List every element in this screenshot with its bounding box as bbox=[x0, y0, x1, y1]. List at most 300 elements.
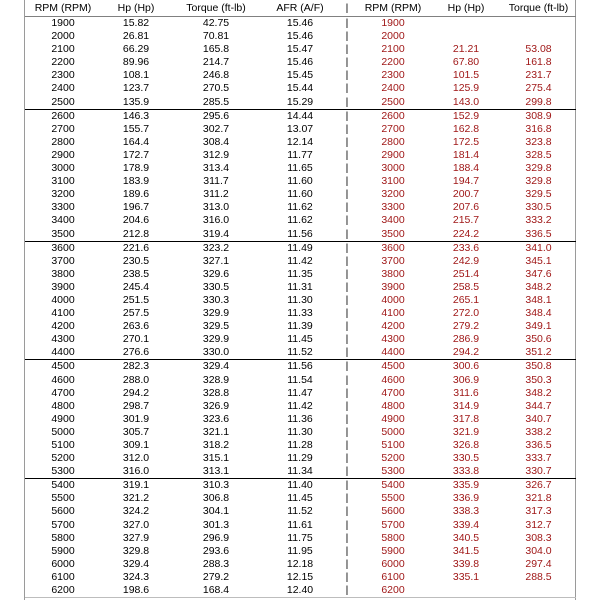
torque-cell: 293.6 bbox=[202, 544, 230, 557]
rpm-cell-2: 5300 bbox=[381, 465, 405, 478]
separator-cell: | bbox=[345, 135, 349, 148]
afr-cell: 11.33 bbox=[287, 307, 313, 320]
rpm-cell-2: 5700 bbox=[381, 518, 405, 531]
torque-cell: 301.3 bbox=[202, 518, 230, 531]
separator-cell: | bbox=[345, 452, 349, 465]
torque-cell: 288.3 bbox=[202, 557, 230, 570]
hp-cell-2: 258.5 bbox=[452, 280, 480, 293]
table-row[interactable] bbox=[25, 162, 576, 175]
torque-cell: 329.4 bbox=[171, 360, 261, 374]
torque-cell: 70.81 bbox=[202, 30, 230, 43]
rpm-cell: 2500 bbox=[51, 95, 75, 108]
separator-cell: | bbox=[345, 412, 349, 425]
torque-cell-2: 348.2 bbox=[525, 386, 552, 399]
hp-cell-2: 125.9 bbox=[452, 82, 480, 95]
hp-cell: 123.7 bbox=[122, 82, 150, 95]
header-row bbox=[25, 0, 576, 17]
separator-cell: | bbox=[339, 479, 355, 493]
torque-cell-2: 338.2 bbox=[525, 425, 552, 438]
torque-cell: 330.3 bbox=[202, 293, 230, 306]
rpm-cell: 4400 bbox=[51, 346, 75, 359]
hp-cell: 312.0 bbox=[122, 452, 150, 465]
separator-cell: | bbox=[345, 439, 349, 451]
torque-cell: 308.4 bbox=[202, 135, 230, 148]
rpm-cell-2: 5500 bbox=[381, 492, 405, 505]
table-row[interactable] bbox=[25, 333, 576, 346]
separator-cell: | bbox=[339, 241, 355, 255]
separator-cell: | bbox=[345, 531, 349, 544]
torque-cell: 306.8 bbox=[202, 492, 230, 505]
torque-cell-2: 351.2 bbox=[525, 346, 552, 359]
afr-cell: 12.18 bbox=[286, 557, 314, 570]
afr-cell: 12.14 bbox=[286, 135, 314, 148]
torque-cell-2: 341.0 bbox=[501, 241, 576, 255]
afr-cell: 13.07 bbox=[286, 122, 314, 135]
afr-cell: 11.49 bbox=[261, 241, 339, 255]
torque-cell-2: 53.08 bbox=[525, 43, 552, 56]
torque-cell: 318.2 bbox=[202, 439, 230, 451]
table-row[interactable] bbox=[25, 241, 576, 255]
table-row[interactable] bbox=[25, 387, 576, 400]
torque-cell: 165.8 bbox=[202, 43, 230, 56]
afr-cell: 11.30 bbox=[287, 425, 313, 438]
hp-cell-2 bbox=[431, 584, 501, 598]
separator-cell: | bbox=[345, 162, 349, 175]
afr-cell: 15.46 bbox=[286, 30, 314, 43]
header-torque-2[interactable]: Torque (ft-lb) bbox=[501, 0, 576, 17]
rpm-cell-2: 3200 bbox=[381, 188, 405, 201]
table-row[interactable] bbox=[25, 400, 576, 413]
torque-cell-2: 350.3 bbox=[525, 373, 552, 386]
header-afr[interactable]: AFR (A/F) bbox=[261, 0, 339, 17]
table-row[interactable] bbox=[25, 109, 576, 123]
table-row[interactable] bbox=[25, 201, 576, 214]
rpm-cell-2: 5000 bbox=[381, 425, 405, 438]
torque-cell: 328.8 bbox=[202, 386, 230, 399]
hp-cell: 329.4 bbox=[122, 557, 150, 570]
table-row[interactable] bbox=[25, 571, 576, 584]
header-torque[interactable]: Torque (ft-lb) bbox=[171, 0, 261, 17]
separator-cell: | bbox=[345, 505, 349, 518]
rpm-cell: 5300 bbox=[51, 465, 75, 478]
torque-cell-2: 316.8 bbox=[525, 122, 552, 135]
torque-cell-2: 329.8 bbox=[525, 175, 552, 188]
hp-cell-2 bbox=[431, 30, 501, 43]
torque-cell: 42.75 bbox=[202, 17, 230, 29]
rpm-cell-2: 4000 bbox=[381, 293, 405, 306]
table-row[interactable] bbox=[25, 374, 576, 387]
table-row[interactable] bbox=[25, 505, 576, 518]
table-row[interactable] bbox=[25, 123, 576, 136]
rpm-cell: 2000 bbox=[51, 30, 75, 43]
rpm-cell-2: 5400 bbox=[355, 479, 431, 493]
hp-cell-2: 317.8 bbox=[452, 412, 480, 425]
rpm-cell: 6000 bbox=[51, 557, 75, 570]
table-row[interactable] bbox=[25, 136, 576, 149]
rpm-cell-2: 3100 bbox=[381, 175, 405, 188]
separator-cell: | bbox=[345, 518, 349, 531]
separator-cell: | bbox=[339, 360, 355, 374]
table-row[interactable] bbox=[25, 255, 576, 268]
hp-cell-2: 215.7 bbox=[452, 214, 480, 227]
table-body bbox=[25, 17, 576, 598]
table-row[interactable] bbox=[25, 69, 576, 82]
table-row[interactable] bbox=[25, 149, 576, 162]
hp-cell-2: 143.0 bbox=[452, 95, 480, 108]
torque-cell-2: 299.8 bbox=[525, 95, 552, 108]
table-row[interactable] bbox=[25, 214, 576, 227]
separator-cell: | bbox=[345, 175, 349, 188]
table-row[interactable] bbox=[25, 479, 576, 493]
table-row[interactable] bbox=[25, 30, 576, 43]
rpm-cell: 1900 bbox=[51, 17, 75, 29]
hp-cell: 221.6 bbox=[101, 241, 171, 255]
torque-cell: 330.0 bbox=[202, 346, 230, 359]
rpm-cell: 3000 bbox=[51, 162, 75, 175]
table-row[interactable] bbox=[25, 307, 576, 320]
torque-cell-2: 333.2 bbox=[525, 214, 552, 227]
rpm-cell: 4800 bbox=[51, 399, 75, 412]
rpm-cell-2: 2900 bbox=[381, 148, 405, 161]
separator-cell: | bbox=[345, 17, 349, 29]
rpm-cell-2: 5100 bbox=[381, 439, 405, 451]
table-row[interactable] bbox=[25, 96, 576, 110]
table-row[interactable] bbox=[25, 426, 576, 439]
rpm-cell-2: 4200 bbox=[381, 320, 405, 333]
separator-cell: | bbox=[345, 399, 349, 412]
afr-cell: 11.39 bbox=[287, 320, 313, 333]
torque-cell-2: 347.6 bbox=[525, 267, 552, 280]
hp-cell-2: 311.6 bbox=[453, 386, 479, 399]
afr-cell: 11.45 bbox=[287, 333, 313, 346]
torque-cell-2: 349.1 bbox=[525, 320, 552, 333]
hp-cell-2: 200.7 bbox=[452, 188, 480, 201]
torque-cell: 285.5 bbox=[202, 95, 230, 108]
hp-cell: 282.3 bbox=[101, 360, 171, 374]
hp-cell: 263.6 bbox=[122, 320, 150, 333]
rpm-cell: 2100 bbox=[51, 43, 75, 56]
hp-cell-2: 21.21 bbox=[452, 43, 480, 56]
torque-cell-2 bbox=[501, 584, 576, 598]
torque-cell: 296.9 bbox=[202, 531, 230, 544]
separator-cell: | bbox=[345, 570, 349, 583]
torque-cell: 214.7 bbox=[202, 56, 230, 69]
afr-cell: 11.62 bbox=[287, 201, 313, 214]
torque-cell: 327.1 bbox=[202, 254, 230, 267]
rpm-cell-2: 6100 bbox=[381, 570, 405, 583]
torque-cell: 315.1 bbox=[202, 452, 230, 465]
table-row[interactable] bbox=[25, 346, 576, 360]
rpm-cell: 2300 bbox=[51, 69, 75, 82]
table-row[interactable] bbox=[25, 452, 576, 465]
header-rpm-2[interactable]: RPM (RPM) bbox=[355, 0, 431, 17]
torque-cell-2: 348.1 bbox=[525, 293, 552, 306]
afr-cell: 11.47 bbox=[287, 386, 313, 399]
torque-cell-2: 333.7 bbox=[525, 452, 552, 465]
table-row[interactable] bbox=[25, 545, 576, 558]
rpm-cell-2: 5900 bbox=[381, 544, 405, 557]
rpm-cell: 3200 bbox=[51, 188, 75, 201]
torque-cell-2: 275.4 bbox=[525, 82, 552, 95]
rpm-cell: 5900 bbox=[51, 544, 75, 557]
torque-cell: 316.0 bbox=[202, 214, 230, 227]
hp-cell: 324.3 bbox=[122, 570, 150, 583]
hp-cell: 212.8 bbox=[122, 227, 150, 240]
separator-cell: | bbox=[345, 43, 349, 56]
table-row[interactable] bbox=[25, 281, 576, 294]
table-row[interactable] bbox=[25, 465, 576, 479]
rpm-cell: 5000 bbox=[51, 425, 75, 438]
torque-cell-2: 297.4 bbox=[525, 557, 552, 570]
rpm-cell: 6100 bbox=[51, 570, 75, 583]
table-row[interactable] bbox=[25, 360, 576, 374]
table-row[interactable] bbox=[25, 82, 576, 95]
table-row[interactable] bbox=[25, 43, 576, 56]
separator-cell: | bbox=[345, 320, 349, 333]
torque-cell-2 bbox=[501, 30, 576, 43]
hp-cell: 321.2 bbox=[122, 492, 150, 505]
rpm-cell: 4700 bbox=[51, 386, 75, 399]
afr-cell: 11.42 bbox=[287, 399, 313, 412]
torque-cell-2: 323.8 bbox=[525, 135, 552, 148]
hp-cell: 245.4 bbox=[122, 280, 150, 293]
rpm-cell-2: 4600 bbox=[381, 373, 405, 386]
rpm-cell: 3400 bbox=[51, 214, 75, 227]
afr-cell: 15.44 bbox=[286, 82, 314, 95]
separator-cell: | bbox=[345, 465, 349, 478]
separator-cell: | bbox=[345, 307, 349, 320]
separator-cell: | bbox=[345, 280, 349, 293]
hp-cell-2 bbox=[431, 17, 501, 31]
rpm-cell: 2200 bbox=[51, 56, 75, 69]
table-row[interactable] bbox=[25, 320, 576, 333]
rpm-cell-2: 3400 bbox=[381, 214, 405, 227]
hp-cell-2: 321.9 bbox=[452, 425, 480, 438]
hp-cell: 327.9 bbox=[122, 531, 150, 544]
table-row[interactable] bbox=[25, 439, 576, 452]
separator-cell: | bbox=[345, 557, 349, 570]
table-row[interactable] bbox=[25, 268, 576, 281]
rpm-cell-2: 4900 bbox=[381, 412, 405, 425]
hp-cell: 108.1 bbox=[122, 69, 150, 82]
torque-cell: 329.9 bbox=[202, 307, 230, 320]
hp-cell-2: 336.9 bbox=[452, 492, 480, 505]
hp-cell-2: 279.2 bbox=[452, 320, 480, 333]
hp-cell: 66.29 bbox=[122, 43, 150, 56]
hp-cell: 305.7 bbox=[122, 425, 150, 438]
afr-cell: 11.61 bbox=[287, 518, 313, 531]
hp-cell: 257.5 bbox=[122, 307, 150, 320]
torque-cell: 319.4 bbox=[202, 227, 230, 240]
afr-cell: 11.31 bbox=[287, 280, 313, 293]
afr-cell: 11.30 bbox=[287, 293, 313, 306]
rpm-cell-2: 5200 bbox=[381, 452, 405, 465]
afr-cell: 11.36 bbox=[287, 412, 313, 425]
afr-cell: 11.62 bbox=[287, 214, 313, 227]
table-row[interactable] bbox=[25, 532, 576, 545]
afr-cell: 11.75 bbox=[287, 531, 313, 544]
torque-cell: 311.7 bbox=[203, 175, 229, 188]
torque-cell-2: 312.7 bbox=[525, 518, 552, 531]
torque-cell: 270.5 bbox=[202, 82, 230, 95]
hp-cell: 178.9 bbox=[122, 162, 150, 175]
hp-cell-2: 101.5 bbox=[452, 69, 480, 82]
table-row[interactable] bbox=[25, 519, 576, 532]
table-row[interactable] bbox=[25, 17, 576, 31]
hp-cell-2: 339.8 bbox=[452, 557, 480, 570]
rpm-cell-2: 4100 bbox=[381, 307, 405, 320]
torque-cell: 313.0 bbox=[202, 201, 230, 214]
rpm-cell-2: 2400 bbox=[381, 82, 405, 95]
torque-cell-2: 329.5 bbox=[525, 188, 552, 201]
table-row[interactable] bbox=[25, 584, 576, 598]
rpm-cell: 4600 bbox=[51, 373, 75, 386]
rpm-cell-2: 3700 bbox=[381, 254, 405, 267]
table-row[interactable] bbox=[25, 492, 576, 505]
hp-cell-2: 67.80 bbox=[452, 56, 480, 69]
torque-cell: 323.6 bbox=[202, 412, 230, 425]
separator-cell: | bbox=[345, 293, 349, 306]
afr-cell: 15.46 bbox=[286, 17, 314, 29]
rpm-cell: 5100 bbox=[51, 439, 75, 451]
hp-cell: 183.9 bbox=[122, 175, 150, 188]
torque-cell: 310.3 bbox=[171, 479, 261, 493]
separator-cell: | bbox=[345, 227, 349, 240]
dyno-data-sheet bbox=[24, 0, 576, 600]
table-row[interactable] bbox=[25, 413, 576, 426]
afr-cell: 11.56 bbox=[287, 227, 313, 240]
torque-cell: 323.2 bbox=[171, 241, 261, 255]
afr-cell: 11.35 bbox=[287, 267, 313, 280]
rpm-cell: 5700 bbox=[51, 518, 75, 531]
hp-cell-2: 341.5 bbox=[452, 544, 480, 557]
table-row[interactable] bbox=[25, 175, 576, 188]
table-row[interactable] bbox=[25, 188, 576, 201]
rpm-cell: 2700 bbox=[51, 122, 75, 135]
rpm-cell-2: 5600 bbox=[381, 505, 405, 518]
hp-cell: 298.7 bbox=[122, 399, 150, 412]
separator-cell: | bbox=[339, 584, 355, 598]
torque-cell: 311.2 bbox=[203, 188, 229, 201]
rpm-cell: 3600 bbox=[25, 241, 101, 255]
afr-cell: 11.42 bbox=[287, 254, 313, 267]
rpm-cell: 3100 bbox=[51, 175, 75, 188]
torque-cell-2: 321.8 bbox=[525, 492, 552, 505]
torque-cell-2: 288.5 bbox=[525, 570, 552, 583]
torque-cell: 295.6 bbox=[171, 109, 261, 123]
rpm-cell-2: 4700 bbox=[381, 386, 405, 399]
hp-cell-2: 294.2 bbox=[452, 346, 480, 359]
rpm-cell: 3500 bbox=[51, 227, 75, 240]
torque-cell-2: 330.5 bbox=[525, 201, 552, 214]
separator-cell: | bbox=[345, 267, 349, 280]
rpm-cell-2: 2600 bbox=[355, 109, 431, 123]
afr-cell: 11.95 bbox=[287, 544, 313, 557]
torque-cell: 304.1 bbox=[202, 505, 230, 518]
separator-cell: | bbox=[345, 30, 349, 43]
hp-cell: 270.1 bbox=[122, 333, 150, 346]
hp-cell-2: 162.8 bbox=[452, 122, 480, 135]
rpm-cell: 2400 bbox=[51, 82, 75, 95]
header-hp[interactable]: Hp (Hp) bbox=[101, 0, 171, 17]
rpm-cell: 5500 bbox=[51, 492, 75, 505]
rpm-cell: 2900 bbox=[51, 148, 75, 161]
torque-cell: 279.2 bbox=[202, 570, 230, 583]
hp-cell-2: 181.4 bbox=[452, 148, 480, 161]
separator-cell: | bbox=[345, 95, 349, 108]
torque-cell-2: 336.5 bbox=[525, 439, 552, 451]
separator-cell: | bbox=[345, 333, 349, 346]
rpm-cell: 5600 bbox=[51, 505, 75, 518]
torque-cell-2: 330.7 bbox=[525, 465, 552, 478]
table-row[interactable] bbox=[25, 228, 576, 242]
hp-cell-2: 207.6 bbox=[452, 201, 480, 214]
torque-cell: 329.6 bbox=[202, 267, 230, 280]
afr-cell: 11.56 bbox=[261, 360, 339, 374]
header-rpm[interactable]: RPM (RPM) bbox=[25, 0, 101, 17]
torque-cell-2: 344.7 bbox=[525, 399, 552, 412]
rpm-cell-2: 2700 bbox=[381, 122, 405, 135]
hp-cell: 319.1 bbox=[101, 479, 171, 493]
hp-cell-2: 265.1 bbox=[452, 293, 480, 306]
torque-cell-2: 308.3 bbox=[525, 531, 552, 544]
separator-cell: | bbox=[345, 492, 349, 505]
torque-cell: 302.7 bbox=[202, 122, 230, 135]
rpm-cell: 4000 bbox=[51, 293, 75, 306]
afr-cell: 11.60 bbox=[287, 188, 313, 201]
hp-cell-2: 335.9 bbox=[431, 479, 501, 493]
hp-cell: 196.7 bbox=[122, 201, 150, 214]
torque-cell-2: 161.8 bbox=[525, 56, 552, 69]
rpm-cell: 3900 bbox=[51, 280, 75, 293]
torque-cell: 328.9 bbox=[202, 373, 230, 386]
rpm-cell-2: 3000 bbox=[381, 162, 405, 175]
torque-cell: 168.4 bbox=[171, 584, 261, 598]
header-hp-2[interactable]: Hp (Hp) bbox=[431, 0, 501, 17]
rpm-cell-2: 3300 bbox=[381, 201, 405, 214]
hp-cell-2: 338.3 bbox=[452, 505, 480, 518]
hp-cell: 251.5 bbox=[122, 293, 150, 306]
table-row[interactable] bbox=[25, 558, 576, 571]
separator-cell: | bbox=[345, 386, 349, 399]
separator-cell: | bbox=[339, 109, 355, 123]
hp-cell: 316.0 bbox=[122, 465, 150, 478]
hp-cell: 89.96 bbox=[122, 56, 150, 69]
torque-cell-2: 336.5 bbox=[525, 227, 552, 240]
rpm-cell: 3300 bbox=[51, 201, 75, 214]
torque-cell-2 bbox=[501, 17, 576, 31]
table-row[interactable] bbox=[25, 56, 576, 69]
hp-cell-2: 152.9 bbox=[431, 109, 501, 123]
torque-cell: 313.4 bbox=[202, 162, 230, 175]
torque-cell: 312.9 bbox=[202, 148, 230, 161]
table-row[interactable] bbox=[25, 294, 576, 307]
torque-cell: 246.8 bbox=[202, 69, 230, 82]
hp-cell: 26.81 bbox=[122, 30, 150, 43]
torque-cell-2: 348.2 bbox=[525, 280, 552, 293]
torque-cell: 321.1 bbox=[202, 425, 230, 438]
rpm-cell: 3800 bbox=[51, 267, 75, 280]
hp-cell-2: 188.4 bbox=[452, 162, 480, 175]
rpm-cell-2: 4800 bbox=[381, 399, 405, 412]
afr-cell: 11.52 bbox=[287, 346, 313, 359]
afr-cell: 15.45 bbox=[286, 69, 314, 82]
rpm-cell-2: 1900 bbox=[381, 17, 405, 29]
torque-cell: 330.5 bbox=[202, 280, 230, 293]
separator-cell: | bbox=[345, 214, 349, 227]
separator-cell: | bbox=[345, 69, 349, 82]
afr-cell: 11.65 bbox=[287, 162, 313, 175]
